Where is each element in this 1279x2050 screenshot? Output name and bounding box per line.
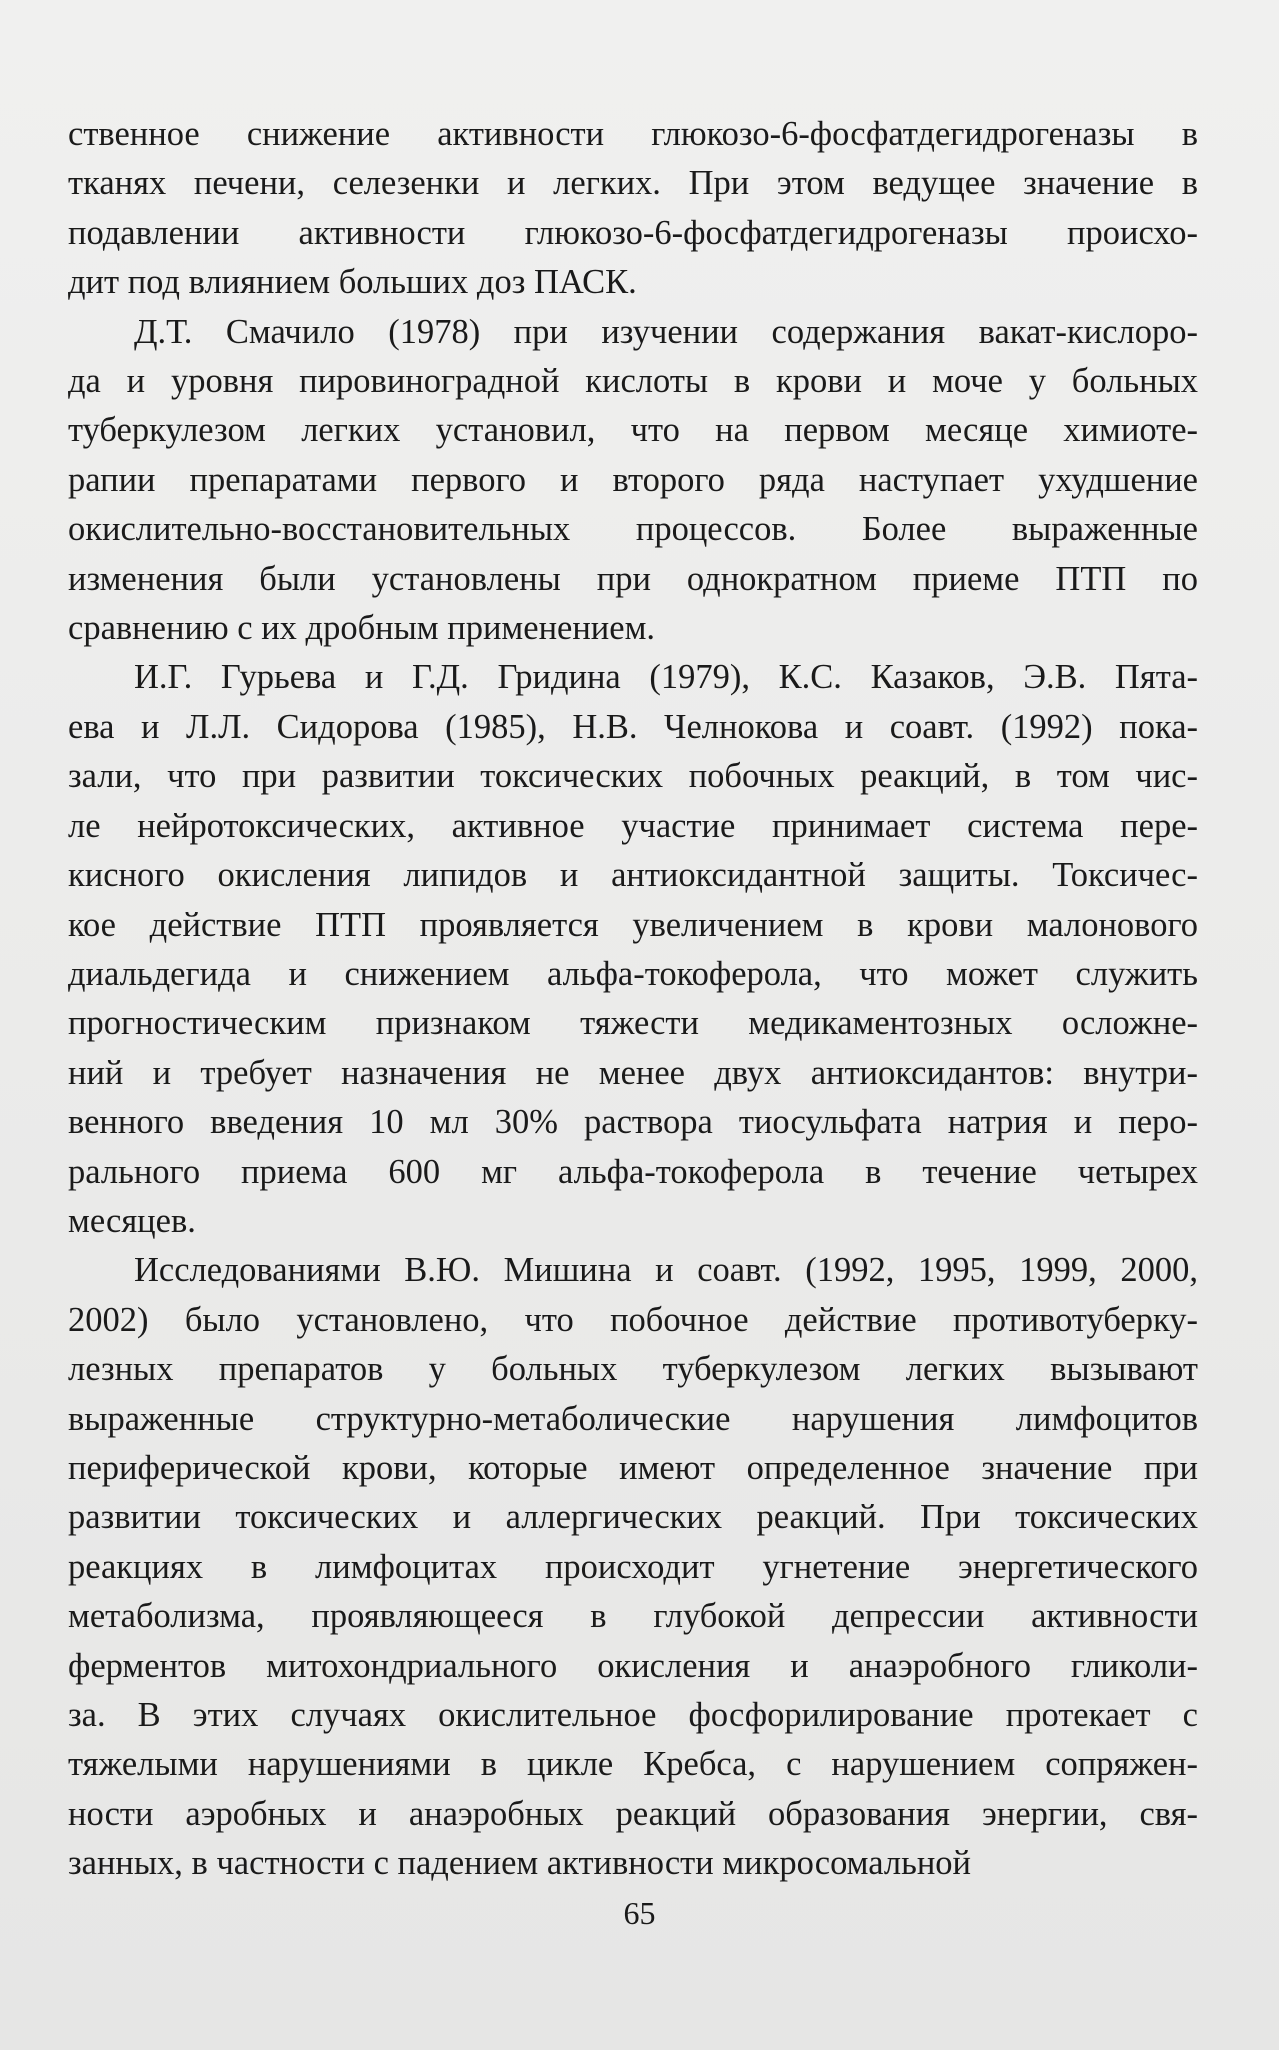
- text-line: ственное снижение активности глюкозо-6-фосфатдегидрогеназы в: [68, 115, 1198, 153]
- text-line: кисного окисления липидов и антиоксидантной защиты. Токсичес-: [68, 856, 1198, 895]
- text-line: сравнению с их дробным применением.: [68, 609, 656, 648]
- paragraph: [68, 653, 1198, 1246]
- text-line: венного введения 10 мл 30% раствора тиосульфата натрия и перо-: [68, 1103, 1198, 1142]
- text-line: метаболизма, проявляющееся в глубокой депрессии активности: [68, 1597, 1198, 1636]
- text-line: выраженные структурно-метаболические нарушения лимфоцитов: [68, 1399, 1198, 1438]
- text-line: кое действие ПТП проявляется увеличением в крови малонового: [68, 905, 1198, 944]
- body-text: [68, 110, 1198, 1889]
- text-line: прогностическим признаком тяжести медикаментозных осложне-: [68, 1004, 1198, 1043]
- text-line: тканях печени, селезенки и легких. При этом ведущее значение в: [68, 164, 1198, 203]
- page-number: 65: [623, 1895, 656, 1931]
- text-line: рапии препаратами первого и второго ряда наступает ухудшение: [68, 460, 1198, 499]
- text-line: периферической крови, которые имеют определенное значение при: [68, 1448, 1198, 1487]
- text-line: подавлении активности глюкозо-6-фосфатдегидрогеназы происхо-: [68, 213, 1198, 252]
- text-line: лезных препаратов у больных туберкулезом легких вызывают: [68, 1350, 1198, 1389]
- text-line: ле нейротоксических, активное участие принимает система пере-: [68, 806, 1198, 845]
- text-line: Д.Т. Смачило (1978) при изучении содержания вакат-кислоро-: [134, 312, 1198, 351]
- paragraph: [68, 308, 1198, 654]
- text-line: реакциях в лимфоцитах происходит угнетение энергетического: [68, 1547, 1198, 1586]
- text-line: И.Г. Гурьева и Г.Д. Гридина (1979), К.С. Казаков, Э.В. Пята-: [134, 658, 1198, 697]
- text-line: 2002) было установлено, что побочное действие противотуберку-: [68, 1300, 1198, 1339]
- text-line: ности аэробных и анаэробных реакций образования энергии, свя-: [68, 1794, 1198, 1833]
- text-line: развитии токсических и аллергических реакций. При токсических: [68, 1498, 1198, 1537]
- text-line: окислительно-восстановительных процессов. Более выраженные: [68, 510, 1198, 549]
- text-line: зали, что при развитии токсических побочных реакций, в том чис-: [68, 757, 1198, 796]
- text-line: диальдегида и снижением альфа-токоферола, что может служить: [68, 954, 1198, 993]
- text-line: занных, в частности с падением активности микросомальной: [68, 1844, 971, 1883]
- paragraph: [68, 1246, 1198, 1888]
- text-line: за. В этих случаях окислительное фосфорилирование протекает с: [68, 1696, 1198, 1734]
- paragraph: [68, 110, 1198, 308]
- text-line: Исследованиями В.Ю. Мишина и соавт. (1992, 1995, 1999, 2000,: [134, 1251, 1198, 1290]
- text-line: туберкулезом легких установил, что на первом месяце химиоте-: [68, 411, 1198, 450]
- text-line: да и уровня пировиноградной кислоты в крови и моче у больных: [68, 362, 1198, 401]
- text-line: месяцев.: [68, 1201, 196, 1240]
- text-line: изменения были установлены при однократном приеме ПТП по: [68, 559, 1198, 598]
- text-line: рального приема 600 мг альфа-токоферола в течение четырех: [68, 1152, 1198, 1191]
- text-line: ферментов митохондриального окисления и анаэробного гликоли-: [68, 1646, 1198, 1685]
- text-line: дит под влиянием больших доз ПАСК.: [68, 263, 637, 302]
- text-line: тяжелыми нарушениями в цикле Кребса, с нарушением сопряжен-: [68, 1745, 1198, 1784]
- text-line: ний и требует назначения не менее двух антиоксидантов: внутри-: [68, 1053, 1198, 1092]
- text-line: ева и Л.Л. Сидорова (1985), Н.В. Челнокова и соавт. (1992) пока-: [68, 707, 1198, 746]
